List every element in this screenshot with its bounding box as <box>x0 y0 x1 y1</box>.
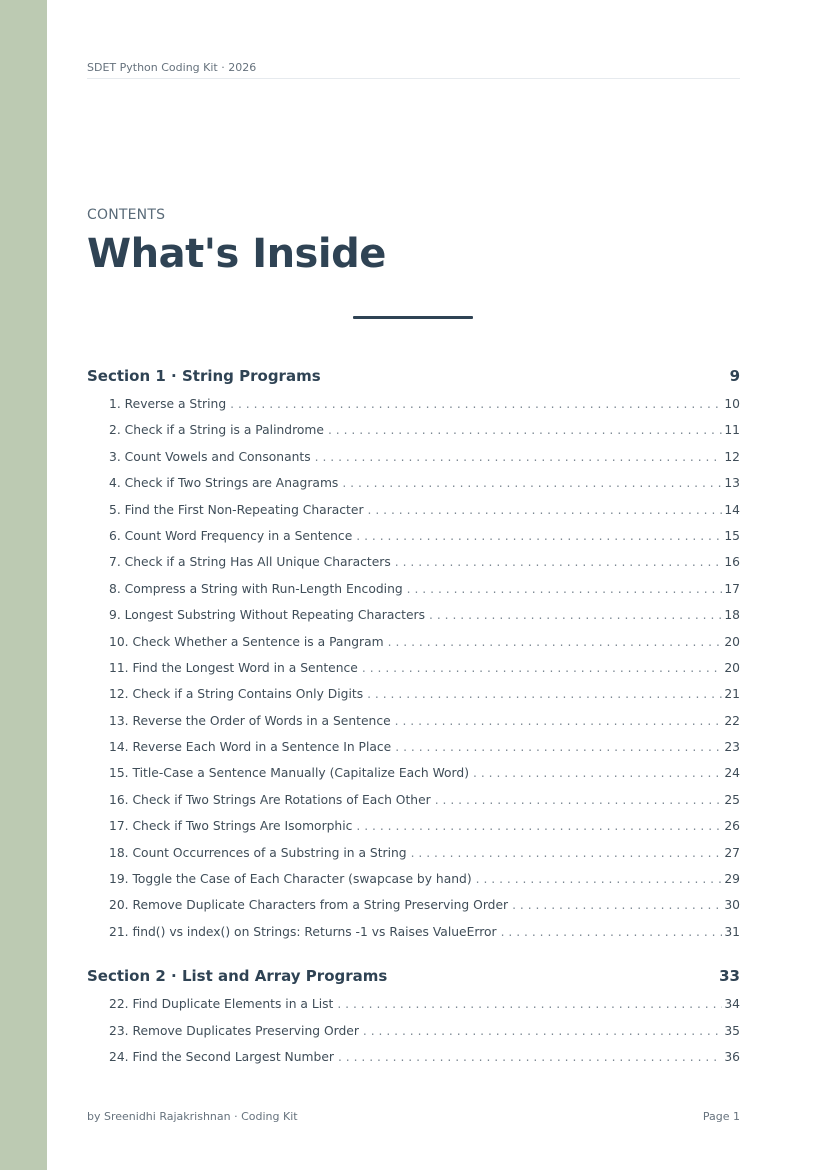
dot-leader <box>315 444 723 470</box>
toc-entry[interactable] <box>109 391 740 417</box>
toc-entry-title: 15. Title-Case a Sentence Manually (Capitalize Each Word) <box>109 766 470 781</box>
toc-entry-title: 19. Toggle the Case of Each Character (swapcase by hand) <box>109 872 472 887</box>
dot-leader <box>362 655 722 681</box>
toc-entry-title: 14. Reverse Each Word in a Sentence In Place <box>109 740 392 755</box>
toc-entry-title: 7. Check if a String Has All Unique Characters <box>109 555 391 570</box>
toc-entry[interactable] <box>109 892 740 918</box>
toc-entry-page: 17 <box>724 581 740 596</box>
toc-entry-page: 31 <box>724 924 740 939</box>
toc-entry-title: 17. Check if Two Strings Are Isomorphic <box>109 819 353 834</box>
title-divider <box>353 316 473 319</box>
dot-leader <box>388 629 723 655</box>
toc-entry-title: 10. Check Whether a Sentence is a Pangram <box>109 634 384 649</box>
toc-entry-page: 11 <box>724 423 740 438</box>
dot-leader <box>356 813 722 839</box>
contents-page <box>87 0 740 1170</box>
toc-entry[interactable] <box>109 1018 740 1044</box>
toc-entry-page: 15 <box>724 528 740 543</box>
section-heading[interactable] <box>87 362 740 389</box>
toc-entry-page: 34 <box>724 997 740 1012</box>
toc-entry-page: 27 <box>724 845 740 860</box>
toc-entry[interactable] <box>109 576 740 602</box>
toc-entry-list <box>87 991 740 1070</box>
toc-entry-page: 10 <box>724 397 740 411</box>
page-title: What's Inside <box>87 231 386 277</box>
dot-leader <box>230 391 722 417</box>
dot-leader <box>429 602 722 628</box>
dot-leader <box>356 523 722 549</box>
toc-entry-page: 12 <box>724 449 740 464</box>
toc-entry-title: 2. Check if a String is a Palindrome <box>109 423 324 438</box>
toc-entry[interactable] <box>109 655 740 681</box>
toc-entry[interactable] <box>109 444 740 470</box>
toc-entry-title: 22. Find Duplicate Elements in a List <box>109 997 334 1012</box>
section-page-number: 9 <box>729 366 740 385</box>
toc-entry-title: 21. find() vs index() on Strings: Returns -1 vs Raises ValueError <box>109 924 497 939</box>
dot-leader <box>338 1044 722 1070</box>
toc-entry-title: 1. Reverse a String <box>109 397 227 411</box>
toc-entry-page: 21 <box>724 687 740 702</box>
toc-entry-page: 36 <box>724 1049 740 1064</box>
toc-section <box>87 362 740 945</box>
toc-entry-title: 3. Count Vowels and Consonants <box>109 449 311 464</box>
toc-entry[interactable] <box>109 760 740 786</box>
section-title: Section 2 · List and Array Programs <box>87 966 388 985</box>
running-header <box>87 61 740 79</box>
toc-entry[interactable] <box>109 734 740 760</box>
dot-leader <box>473 760 722 786</box>
header-text: SDET Python Coding Kit · 2026 <box>87 61 257 74</box>
toc-entry-page: 16 <box>724 555 740 570</box>
toc-entry-title: 4. Check if Two Strings are Anagrams <box>109 476 339 491</box>
dot-leader <box>367 681 722 707</box>
table-of-contents <box>87 362 740 1070</box>
dot-leader <box>512 892 722 918</box>
toc-entry[interactable] <box>109 497 740 523</box>
dot-leader <box>407 576 723 602</box>
toc-entry-page: 23 <box>724 740 740 755</box>
toc-entry-page: 35 <box>724 1023 740 1038</box>
contents-kicker: CONTENTS <box>87 207 166 223</box>
toc-entry[interactable] <box>109 866 740 892</box>
toc-entry[interactable] <box>109 417 740 443</box>
dot-leader <box>395 549 723 575</box>
toc-entry[interactable] <box>109 840 740 866</box>
toc-entry-page: 26 <box>724 819 740 834</box>
dot-leader <box>368 497 723 523</box>
toc-entry-title: 12. Check if a String Contains Only Digits <box>109 687 364 702</box>
toc-section <box>87 962 740 1070</box>
toc-entry-title: 16. Check if Two Strings Are Rotations of Each Other <box>109 792 431 807</box>
dot-leader <box>501 919 723 945</box>
toc-entry-page: 24 <box>724 766 740 781</box>
section-title: Section 1 · String Programs <box>87 366 321 385</box>
toc-entry-page: 18 <box>724 608 740 623</box>
dot-leader <box>411 840 723 866</box>
toc-entry[interactable] <box>109 629 740 655</box>
sidebar-accent-bar <box>0 0 47 1170</box>
toc-entry[interactable] <box>109 681 740 707</box>
toc-entry-page: 20 <box>724 634 740 649</box>
page-number: Page 1 <box>702 1110 740 1123</box>
dot-leader <box>476 866 723 892</box>
toc-entry-page: 30 <box>724 898 740 913</box>
toc-entry-page: 22 <box>724 713 740 728</box>
toc-entry[interactable] <box>109 602 740 628</box>
toc-entry[interactable] <box>109 991 740 1017</box>
toc-entry-title: 13. Reverse the Order of Words in a Sentence <box>109 713 391 728</box>
toc-entry[interactable] <box>109 708 740 734</box>
toc-entry-title: 8. Compress a String with Run-Length Encoding <box>109 581 403 596</box>
dot-leader <box>435 787 723 813</box>
toc-entry-page: 20 <box>724 660 740 675</box>
toc-entry[interactable] <box>109 787 740 813</box>
toc-entry[interactable] <box>109 523 740 549</box>
toc-entry-title: 11. Find the Longest Word in a Sentence <box>109 660 358 675</box>
dot-leader <box>395 734 722 760</box>
dot-leader <box>363 1018 722 1044</box>
dot-leader <box>337 991 722 1017</box>
dot-leader <box>342 470 722 496</box>
toc-entry-list <box>87 391 740 945</box>
toc-entry[interactable] <box>109 549 740 575</box>
toc-entry-page: 14 <box>724 502 740 517</box>
toc-entry-title: 23. Remove Duplicates Preserving Order <box>109 1023 359 1038</box>
toc-entry-title: 24. Find the Second Largest Number <box>109 1049 334 1064</box>
toc-entry[interactable] <box>109 470 740 496</box>
dot-leader <box>395 708 723 734</box>
toc-entry-page: 29 <box>724 872 740 887</box>
section-page-number: 33 <box>719 966 740 985</box>
running-footer <box>87 1110 740 1123</box>
toc-entry[interactable] <box>109 919 740 945</box>
toc-entry[interactable] <box>109 1044 740 1070</box>
toc-entry-title: 20. Remove Duplicate Characters from a String Preserving Order <box>109 898 509 913</box>
toc-entry-page: 25 <box>724 792 740 807</box>
dot-leader <box>328 417 722 443</box>
toc-entry[interactable] <box>109 813 740 839</box>
toc-entry-title: 5. Find the First Non-Repeating Character <box>109 502 364 517</box>
toc-entry-title: 18. Count Occurrences of a Substring in a String <box>109 845 407 860</box>
toc-entry-title: 9. Longest Substring Without Repeating Characters <box>109 608 426 623</box>
toc-entry-page: 13 <box>724 476 740 491</box>
footer-author: by Sreenidhi Rajakrishnan · Coding Kit <box>87 1110 298 1123</box>
section-heading[interactable] <box>87 962 740 989</box>
toc-entry-title: 6. Count Word Frequency in a Sentence <box>109 528 353 543</box>
